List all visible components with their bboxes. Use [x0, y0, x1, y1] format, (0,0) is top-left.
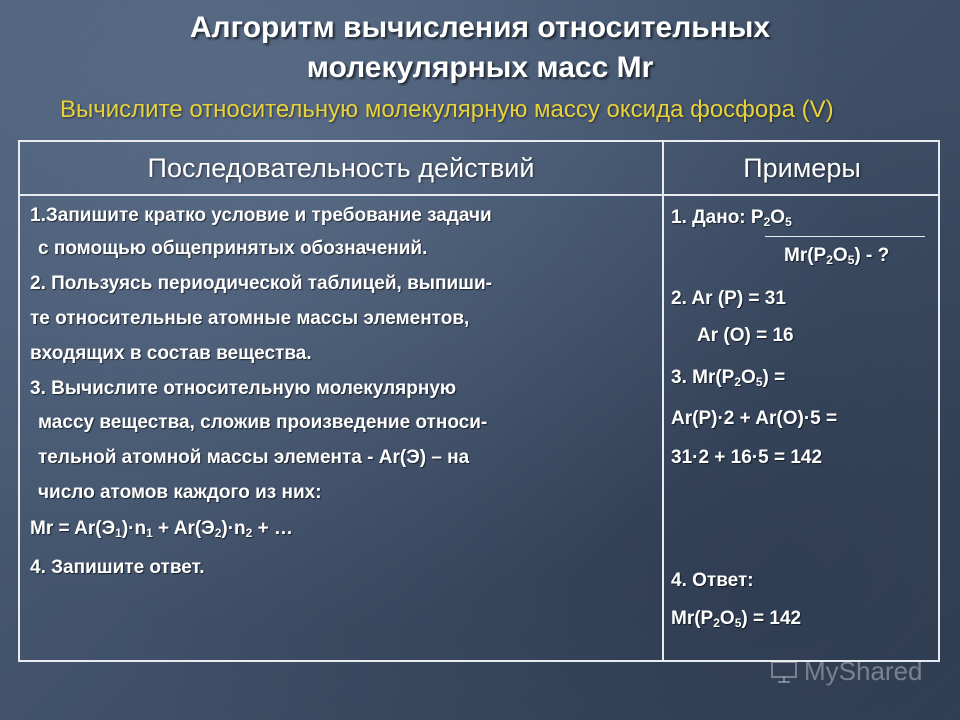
example-answer-label: 4. Ответ:	[671, 570, 754, 591]
header-examples: Примеры	[743, 153, 861, 183]
title-line-1: Алгоритм вычисления относительных	[189, 11, 771, 44]
given-separator-line	[765, 236, 925, 237]
step-3-line-3: тельной атомной массы элемента - Ar(Э) – на	[38, 447, 470, 468]
slide-title	[0, 8, 960, 88]
header-divider	[20, 194, 938, 196]
step-2-line-3: входящих в состав вещества.	[30, 343, 312, 364]
example-find: $Mr(P_2O_5)$ - ?	[784, 245, 890, 267]
step-3-line-2: массу вещества, сложив произведение относи-	[38, 412, 488, 433]
step-1-line-1: 1.Запишите кратко условие и требование задачи	[30, 205, 492, 226]
title-line-2: молекулярных масс Mr	[306, 51, 654, 84]
task-subtitle: Вычислите относительную молекулярную массу оксида фосфора (V)	[60, 96, 834, 123]
step-4: 4. Запишите ответ.	[30, 557, 205, 578]
step-2-line-1: 2. Пользуясь периодической таблицей, выпиши-	[30, 273, 493, 294]
example-ar-o: Ar (O) = 16	[697, 325, 794, 346]
step-3-line-4: число атомов каждого из них:	[38, 482, 322, 503]
example-calc-1: Ar(P)·2 + Ar(O)·5 =	[671, 408, 838, 429]
presentation-icon	[770, 659, 800, 683]
example-calc-2: 31·2 + 16·5 = 142	[671, 447, 823, 468]
header-actions: Последовательность действий	[147, 153, 535, 183]
step-2-line-2: те относительные атомные массы элементов,	[30, 308, 470, 329]
watermark-text: MyShared	[804, 656, 923, 686]
column-divider	[662, 142, 664, 660]
formula-mr: $Mr = Ar(Э_1)\cdot n_1 + Ar(Э_2)\cdot n_2$ + …	[30, 518, 293, 540]
example-mr: 3. $Mr(P_2O_5)$ =	[671, 367, 786, 389]
step-3-line-1: 3. Вычислите относительную молекулярную	[30, 378, 457, 399]
step-1-line-2: с помощью общепринятых обозначений.	[38, 238, 428, 259]
myshared-watermark	[770, 656, 923, 687]
example-ar-p: 2. Ar (P) = 31	[671, 288, 786, 309]
example-given: 1. Дано: $P_2O_5$	[671, 207, 792, 229]
example-answer: $Mr(P_2O_5) = 142$	[671, 608, 802, 630]
